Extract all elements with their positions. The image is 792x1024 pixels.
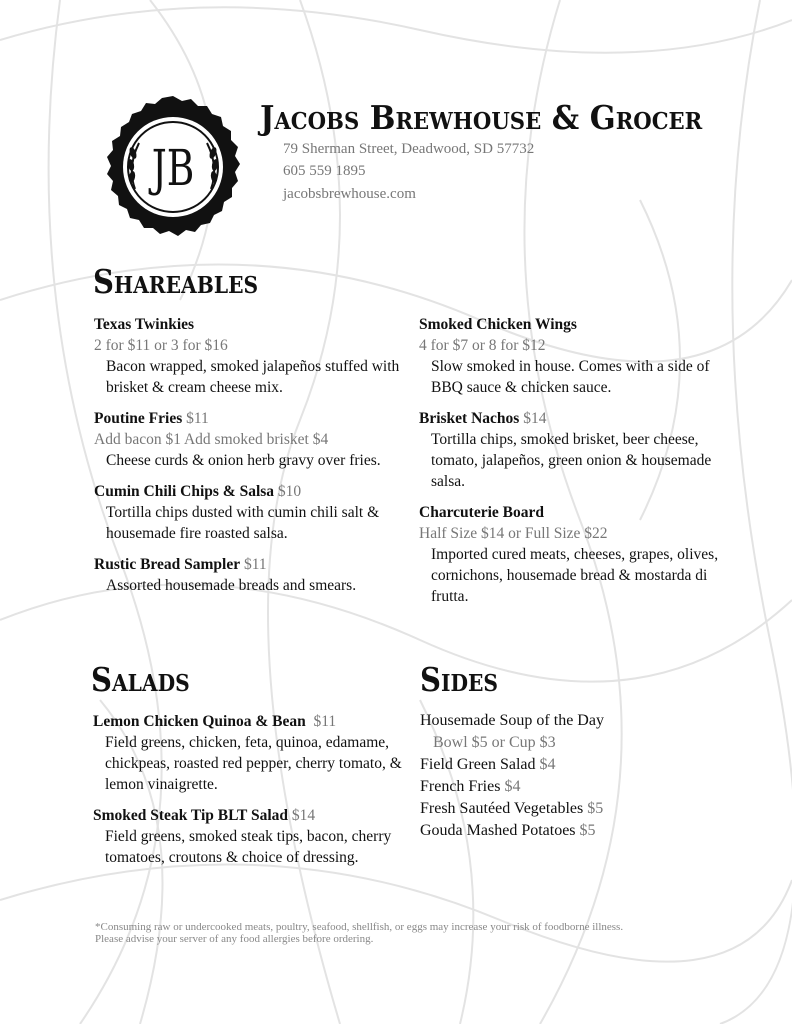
side-item [420, 776, 740, 798]
side-price: $4 [539, 756, 556, 773]
item-name: Charcuterie Board [419, 504, 544, 521]
allergy-disclaimer [95, 921, 735, 945]
item-options: 4 for $7 or 8 for $12 [419, 337, 546, 354]
item-description: Imported cured meats, cheeses, grapes, olives, cornichons, housemade bread & mostarda di frutta. [431, 546, 719, 605]
jb-logo [102, 96, 244, 238]
side-price: $4 [504, 778, 521, 795]
item-description: Field greens, chicken, feta, quinoa, edamame, chickpeas, roasted red pepper, cherry tomato, & lemon vinaigrette. [105, 734, 402, 793]
menu-item [94, 554, 414, 596]
section-title-salads: Salads [91, 660, 190, 699]
item-description: Bacon wrapped, smoked jalapeños stuffed with brisket & cream cheese mix. [106, 358, 400, 396]
item-description: Assorted housemade breads and smears. [106, 577, 357, 594]
side-price: $5 [587, 800, 604, 817]
address: 79 Sherman Street, Deadwood, SD 57732 [283, 141, 535, 157]
item-price: $11 [243, 556, 267, 573]
sides-list [420, 710, 740, 842]
item-name: Poutine Fries [94, 410, 183, 427]
section-title-sides: Sides [420, 660, 499, 699]
soup-options: Bowl $5 or Cup $3 [433, 734, 556, 751]
side-price: $5 [579, 822, 596, 839]
side-item-soup: Housemade Soup of the Day [420, 712, 604, 729]
item-name: Smoked Chicken Wings [419, 316, 577, 333]
menu-item [419, 502, 719, 607]
side-name: Gouda Mashed Potatoes [420, 822, 576, 839]
phone: 605 559 1895 [283, 163, 366, 179]
item-options: Half Size $14 or Full Size $22 [419, 525, 608, 542]
item-price: $14 [291, 807, 316, 824]
menu-item [94, 314, 414, 398]
menu-item [94, 408, 414, 471]
shareables-right-column [419, 314, 719, 617]
website: jacobsbrewhouse.com [283, 186, 416, 202]
item-options: Add bacon $1 Add smoked brisket $4 [94, 431, 329, 448]
item-price: $11 [186, 410, 209, 427]
item-name: Rustic Bread Sampler [94, 556, 241, 573]
menu-item [94, 481, 414, 544]
item-name: Smoked Steak Tip BLT Salad [93, 807, 288, 824]
item-description: Tortilla chips dusted with cumin chili salt & housemade fire roasted salsa. [106, 504, 380, 542]
side-item [420, 820, 740, 842]
shareables-left-column [94, 314, 414, 606]
side-item [420, 754, 740, 776]
menu-item [93, 805, 403, 868]
menu-item [419, 408, 719, 492]
item-price: $11 [313, 713, 337, 730]
item-name: Lemon Chicken Quinoa & Bean [93, 713, 306, 730]
side-name: Fresh Sautéed Vegetables [420, 800, 584, 817]
restaurant-name: Jacobs Brewhouse & Grocer [260, 98, 703, 137]
logo-text: JB [151, 139, 195, 198]
item-description: Slow smoked in house. Comes with a side of BBQ sauce & chicken sauce. [431, 358, 710, 396]
item-options: 2 for $11 or 3 for $16 [94, 337, 228, 354]
item-price: $14 [523, 410, 547, 427]
menu-item [419, 314, 719, 398]
salads-column [93, 711, 403, 878]
item-name: Texas Twinkies [94, 316, 195, 333]
item-price: $10 [277, 483, 302, 500]
item-description: Field greens, smoked steak tips, bacon, cherry tomatoes, croutons & choice of dressing. [105, 828, 392, 866]
menu-item [93, 711, 403, 795]
item-description: Cheese curds & onion herb gravy over fries. [106, 452, 381, 469]
section-title-shareables: Shareables [93, 262, 259, 301]
side-name: Field Green Salad [420, 756, 536, 773]
disclaimer-line-2: Please advise your server of any food allergies before ordering. [95, 933, 374, 945]
disclaimer-line-1: *Consuming raw or undercooked meats, poultry, seafood, shellfish, or eggs may increase your risk of foodborne illness. [95, 921, 624, 933]
item-name: Brisket Nachos [419, 410, 520, 427]
side-name: French Fries [420, 778, 501, 795]
item-description: Tortilla chips, smoked brisket, beer cheese, tomato, jalapeños, green onion & housemade salsa. [431, 431, 712, 490]
side-item [420, 798, 740, 820]
item-name: Cumin Chili Chips & Salsa [94, 483, 275, 500]
